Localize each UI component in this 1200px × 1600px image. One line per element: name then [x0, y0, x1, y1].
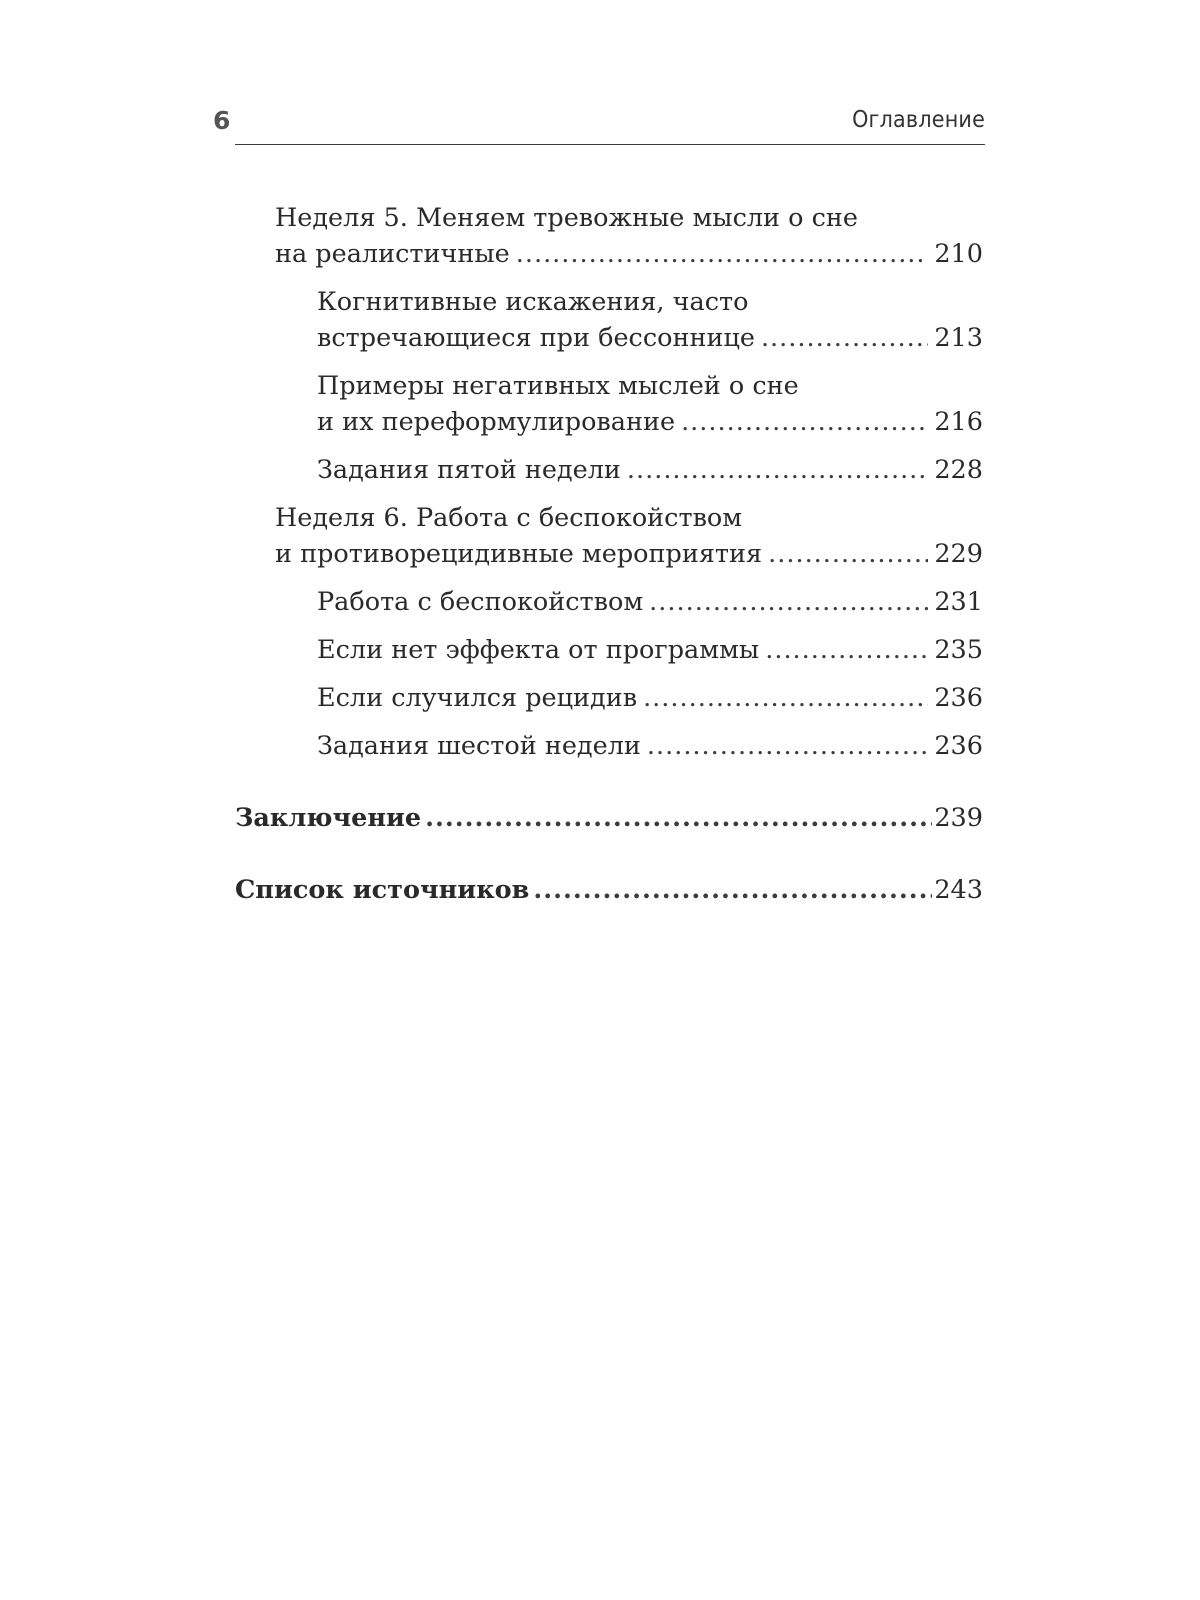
toc-entry-page: 239 — [934, 803, 983, 833]
toc-entry-references[interactable] — [235, 872, 983, 908]
toc-entry-week-6[interactable] — [235, 500, 983, 572]
toc-entry-relapse[interactable] — [235, 680, 983, 716]
dot-leader — [649, 584, 928, 620]
toc-entry-title: Список источников — [235, 875, 530, 905]
toc-entry-title: Заключение — [235, 803, 422, 833]
toc-entry-page: 236 — [934, 731, 983, 761]
toc-entry-page: 228 — [934, 455, 983, 485]
toc-entry-title: Если нет эффекта от программы — [317, 635, 760, 665]
dot-leader — [516, 236, 929, 272]
toc-entry-title-line: Неделя 5. Меняем тревожные мысли о сне — [275, 203, 858, 233]
toc-entry-title: и противорецидивные мероприятия — [275, 539, 763, 569]
toc-entry-page: 229 — [934, 539, 983, 569]
toc-entry-negative-thoughts[interactable] — [235, 368, 983, 440]
dot-leader — [768, 536, 928, 572]
toc-entry-title: Если случился рецидив — [317, 683, 638, 713]
dot-leader — [425, 800, 932, 836]
running-head — [213, 100, 985, 145]
toc-entry-page: 216 — [934, 407, 983, 437]
toc-entry-worry-work[interactable] — [235, 584, 983, 620]
toc-entry-page: 210 — [934, 239, 983, 269]
toc-entry-page: 231 — [934, 587, 983, 617]
page-number: 6 — [213, 106, 231, 135]
table-of-contents — [235, 200, 983, 908]
dot-leader — [681, 404, 928, 440]
toc-entry-title: и их переформулирование — [317, 407, 676, 437]
toc-entry-title: Задания шестой недели — [317, 731, 641, 761]
toc-entry-page: 243 — [934, 875, 983, 905]
dot-leader — [533, 872, 932, 908]
toc-entry-week-6-tasks[interactable] — [235, 728, 983, 764]
dot-leader — [761, 320, 928, 356]
toc-entry-week-5-tasks[interactable] — [235, 452, 983, 488]
toc-entry-page: 235 — [934, 635, 983, 665]
section-title: Оглавление — [852, 107, 985, 133]
toc-entry-title: Работа с беспокойством — [317, 587, 644, 617]
toc-entry-cognitive-distortions[interactable] — [235, 284, 983, 356]
dot-leader — [627, 452, 928, 488]
toc-entry-conclusion[interactable] — [235, 800, 983, 836]
toc-entry-title-line: Примеры негативных мыслей о сне — [317, 371, 799, 401]
dot-leader — [647, 728, 928, 764]
toc-entry-page: 213 — [934, 323, 983, 353]
toc-entry-title: на реалистичные — [275, 239, 510, 269]
toc-entry-title-line: Неделя 6. Работа с беспокойством — [275, 503, 743, 533]
toc-entry-title-line: Когнитивные искажения, часто — [317, 287, 749, 317]
toc-entry-no-effect[interactable] — [235, 632, 983, 668]
toc-entry-title: встречающиеся при бессоннице — [317, 323, 755, 353]
toc-entry-page: 236 — [934, 683, 983, 713]
dot-leader — [643, 680, 928, 716]
toc-entry-title: Задания пятой недели — [317, 455, 621, 485]
dot-leader — [765, 632, 928, 668]
toc-entry-week-5[interactable] — [235, 200, 983, 272]
